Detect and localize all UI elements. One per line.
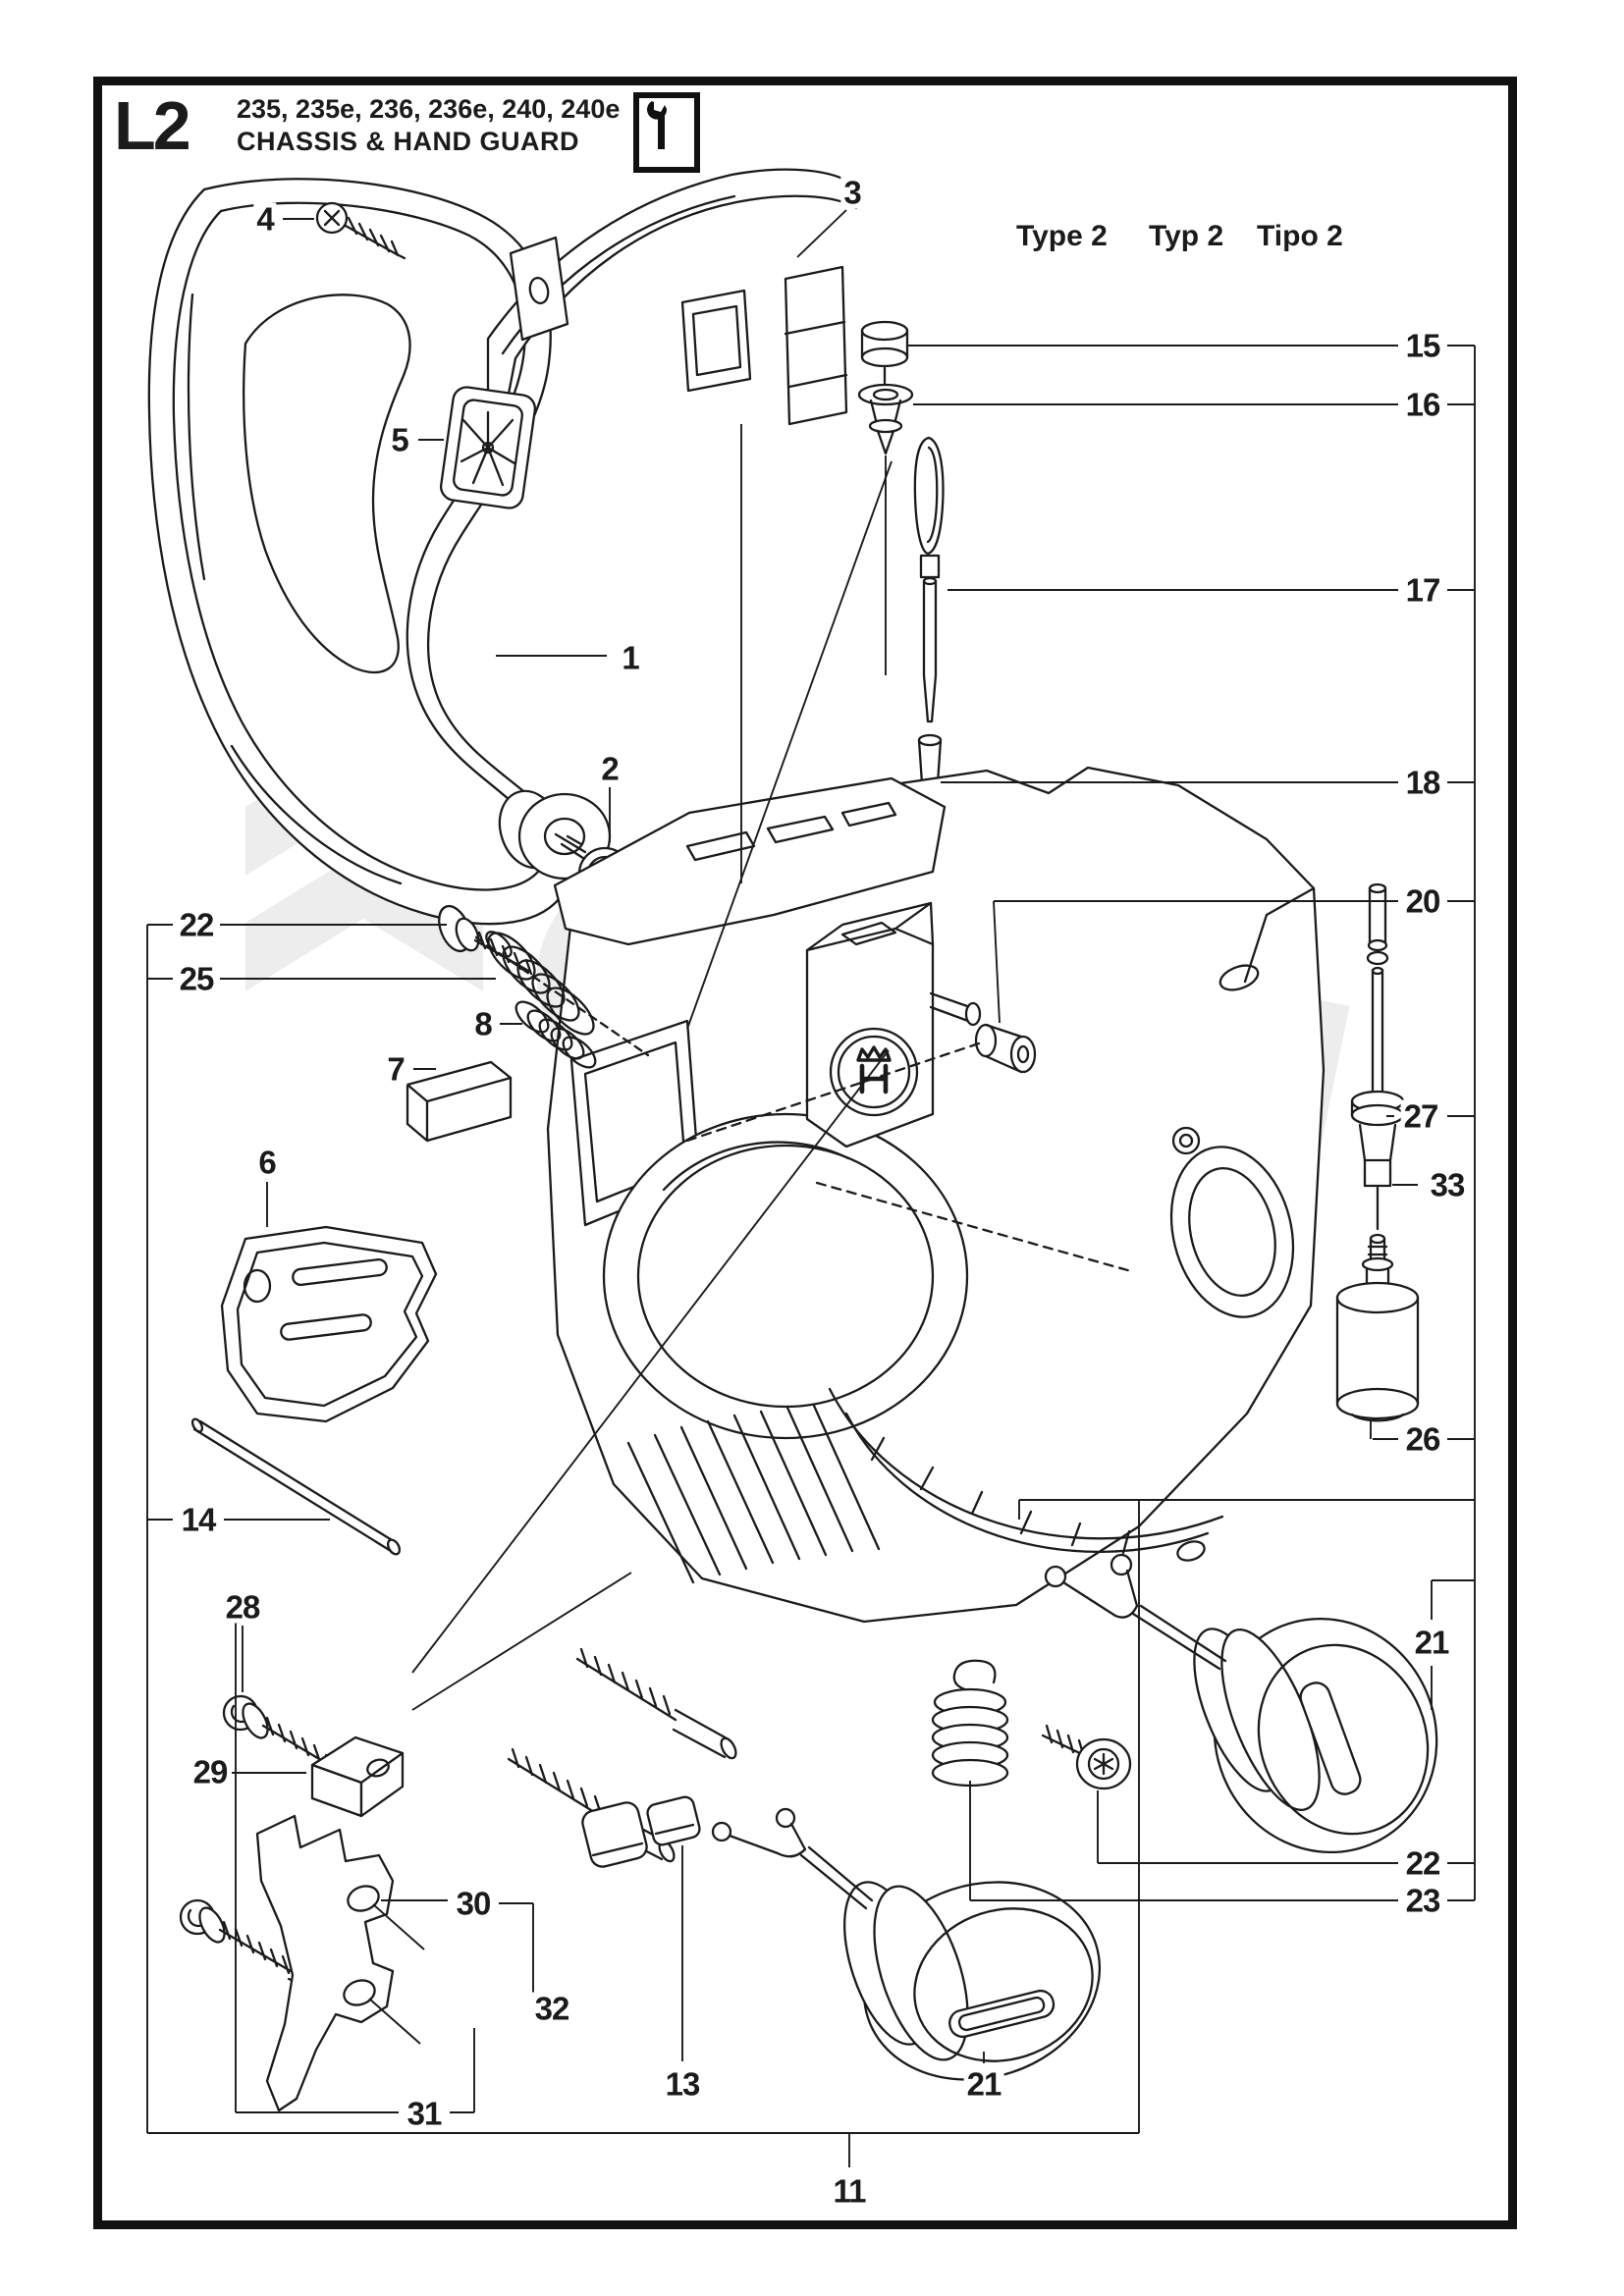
callout-27: 27 — [1401, 1100, 1441, 1133]
type-label-de: Typ 2 — [1149, 220, 1224, 252]
callout-13: 13 — [663, 2068, 703, 2101]
callout-30: 30 — [454, 1888, 494, 1920]
callout-6: 6 — [255, 1147, 278, 1179]
callout-26: 26 — [1403, 1423, 1443, 1456]
callout-8: 8 — [471, 1008, 494, 1041]
page-title: CHASSIS & HAND GUARD — [237, 127, 580, 156]
callout-17: 17 — [1403, 574, 1443, 607]
wrench-icon — [633, 92, 700, 173]
type-label-en: Type 2 — [1016, 220, 1108, 252]
callout-18: 18 — [1403, 767, 1443, 799]
callout-14: 14 — [179, 1504, 219, 1536]
type-label-es: Tipo 2 — [1257, 220, 1343, 252]
callout-32: 32 — [532, 1993, 572, 2025]
callout-1: 1 — [619, 642, 641, 674]
callout-16: 16 — [1403, 389, 1443, 421]
callout-28: 28 — [223, 1591, 263, 1624]
page-border-frame — [93, 77, 1517, 2229]
callout-22: 22 — [177, 909, 217, 941]
callout-21: 21 — [1412, 1627, 1452, 1659]
callout-11: 11 — [831, 2175, 869, 2208]
callout-22: 22 — [1403, 1847, 1443, 1880]
callout-29: 29 — [190, 1756, 231, 1789]
callout-21: 21 — [964, 2068, 1004, 2101]
callout-20: 20 — [1403, 885, 1443, 918]
callout-2: 2 — [598, 753, 621, 785]
callout-7: 7 — [384, 1053, 406, 1086]
callout-4: 4 — [253, 203, 276, 236]
callout-31: 31 — [405, 2098, 445, 2130]
callout-23: 23 — [1403, 1885, 1443, 1917]
callout-25: 25 — [177, 963, 217, 995]
callout-5: 5 — [388, 424, 410, 456]
section-code: L2 — [114, 87, 189, 164]
callout-3: 3 — [840, 177, 863, 209]
callout-33: 33 — [1428, 1169, 1468, 1201]
model-list: 235, 235e, 236, 236e, 240, 240e — [237, 94, 621, 124]
callout-15: 15 — [1403, 330, 1443, 362]
